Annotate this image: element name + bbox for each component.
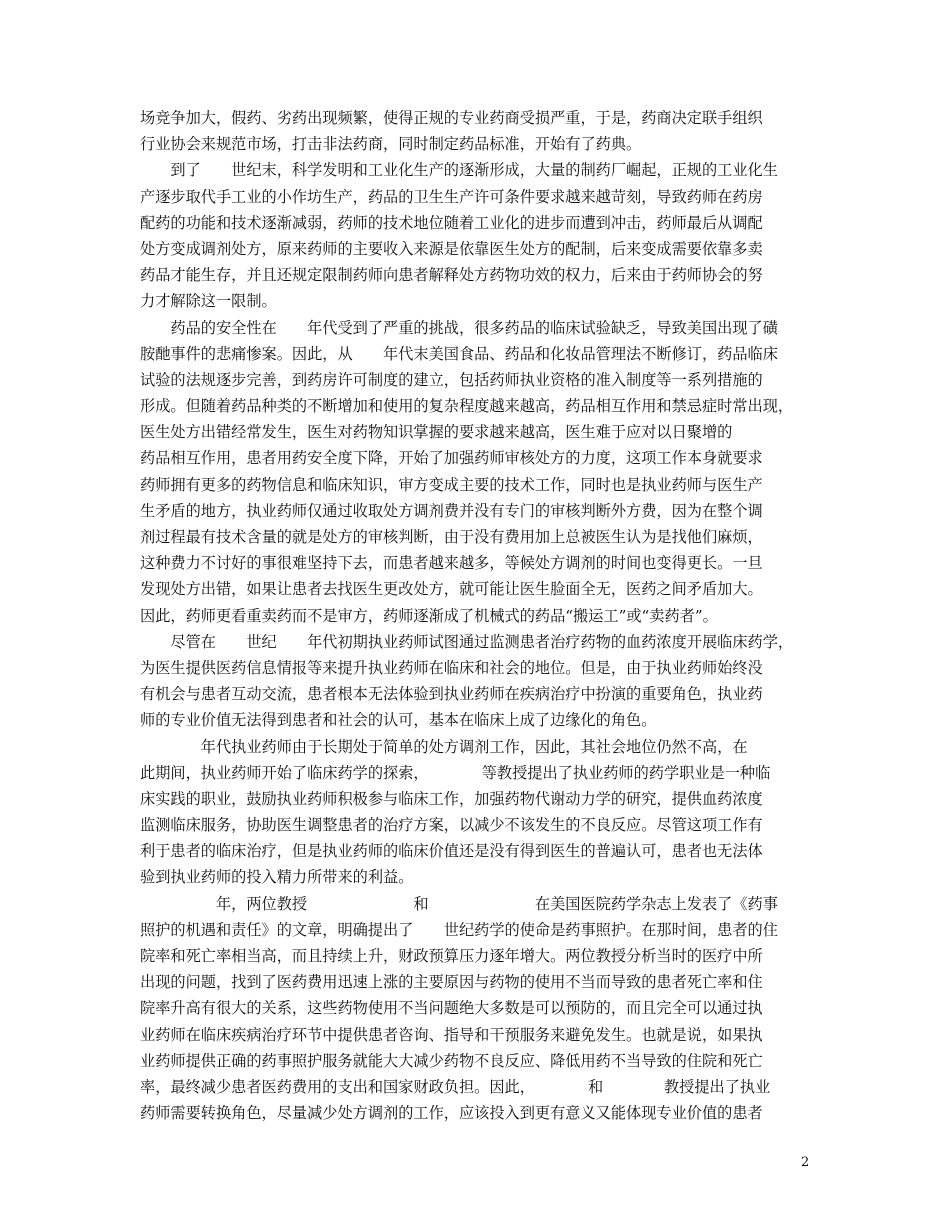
text-line: 师的专业价值无法得到患者和社会的认可，基本在临床上成了边缘化的角色。 — [140, 711, 657, 730]
text-line: 院率升高有很大的关系，这些药物使用不当问题绝大多数是可以预防的，而且完全可以通过执 — [140, 999, 763, 1018]
text-line: 行业协会来规范市场，打击非法药商，同时制定药品标准，开始有了药典。 — [140, 135, 642, 154]
text-line: 业药师在临床疾病治疗环节中提供患者咨询、指导和干预服务来避免发生。也就是说，如果执 — [140, 1025, 763, 1044]
text-line: 为医生提供医药信息情报等来提升执业药师在临床和社会的地位。但是，由于执业药师始终没 — [140, 658, 763, 677]
text-line: 发现处方出错，如果让患者去找医生更改处方，就可能让医生脸面全无，医药之间矛盾加大。 — [140, 580, 763, 599]
text-line: 剂过程最有技术含量的就是处方的审核判断，由于没有费用加上总被医生认为是找他们麻烦， — [140, 528, 763, 546]
text-line: 院率和死亡率相当高，而且持续上升，财政预算压力逐年增大。两位教授分析当时的医疗中所 — [140, 947, 763, 965]
text-line: 医生处方出错经常发生，医生对药物知识掌握的要求越来越高，医生难于应对以日聚增的 — [140, 423, 733, 442]
page-number: 2 — [801, 1155, 810, 1170]
text-line: 药品的安全性在 年代受到了严重的挑战，很多药品的临床试验缺乏，导致美国出现了磺 — [140, 318, 778, 337]
text-line: 药品才能生存，并且还规定限制药师向患者解释处方药物功效的权力，后来由于药师协会的努 — [140, 266, 763, 285]
text-line: 处方变成调剂处方，原来药师的主要收入来源是依靠医生处方的配制，后来变成需要依靠多卖 — [140, 239, 763, 258]
text-line: 率，最终减少患者医药费用的支出和国家财政负担。因此， 和 教授提出了执业 — [140, 1077, 771, 1096]
text-line: 利于患者的临床治疗，但是执业药师的临床价值还是没有得到医生的普遍认可，患者也无法体 — [140, 842, 763, 861]
text-line: 因此，药师更看重卖药而不是审方，药师逐渐成了机械式的药品“搬运工”或“卖药者”。 — [140, 606, 718, 625]
text-line: 此期间，执业药师开始了临床药学的探索， 等教授提出了执业药师的药学职业是一种临 — [140, 763, 771, 782]
text-line: 药品相互作用，患者用药安全度下降，开始了加强药师审核处方的力度，这项工作本身就要求 — [140, 449, 763, 468]
text-line: 场竞争加大，假药、劣药出现频繁，使得正规的专业药商受损严重，于是，药商决定联手组织 — [140, 109, 763, 127]
text-line: 照护的机遇和责任》的文章，明确提出了 世纪药学的使命是药事照护。在那时间，患者的住 — [140, 920, 778, 939]
text-line: 年代执业药师由于长期处于简单的处方调剂工作，因此，其社会地位仍然不高，在 — [140, 737, 748, 756]
text-line: 力才解除这一限制。 — [140, 292, 277, 311]
text-line: 床实践的职业，鼓励执业药师积极参与临床工作，加强药物代谢动力学的研究，提供血药浓度 — [140, 789, 763, 808]
text-line: 产逐步取代手工业的小作坊生产，药品的卫生生产许可条件要求越来越苛刻，导致药师在药房 — [140, 187, 763, 206]
text-line: 生矛盾的地方，执业药师仅通过收取处方调剂费并没有专门的审核判断外方费，因为在整个调 — [140, 501, 763, 520]
text-line: 监测临床服务，协助医生调整患者的治疗方案，以减少不该发生的不良反应。尽管这项工作有 — [140, 816, 763, 835]
text-line: 药师拥有更多的药物信息和临床知识，审方变成主要的技术工作，同时也是执业药师与医生产 — [140, 475, 763, 494]
text-line: 业药师提供正确的药事照护服务就能大大减少药物不良反应、降低用药不当导致的住院和死亡 — [140, 1051, 763, 1070]
text-line: 有机会与患者互动交流，患者根本无法体验到执业药师在疾病治疗中扮演的重要角色，执业药 — [140, 685, 763, 704]
text-line: 出现的问题，找到了医药费用迅速上涨的主要原因与药物的使用不当而导致的患者死亡率和住 — [140, 973, 763, 992]
text-line: 尽管在 世纪 年代初期执业药师试图通过监测患者治疗药物的血药浓度开展临床药学， — [140, 632, 794, 651]
text-line: 药师需要转换角色，尽量减少处方调剂的工作，应该投入到更有意义又能体现专业价值的患者 — [140, 1104, 763, 1123]
text-line: 形成。但随着药品种类的不断增加和使用的复杂程度越来越高，药品相互作用和禁忌症时常出现， — [140, 397, 794, 416]
document-body — [140, 105, 812, 1126]
text-line: 胺酏事件的悲痛惨案。因此，从 年代末美国食品、药品和化妆品管理法不断修订，药品临床 — [140, 344, 778, 363]
text-line: 年，两位教授 和 在美国医院药学杂志上发表了《药事 — [140, 894, 778, 913]
text-line: 到了 世纪末，科学发明和工业化生产的逐渐形成，大量的制药厂崛起，正规的工业化生 — [140, 161, 778, 180]
text-line: 试验的法规逐步完善，到药房许可制度的建立，包括药师执业资格的准入制度等一系列措施的 — [140, 370, 763, 389]
text-line: 这种费力不讨好的事很难坚持下去，而患者越来越多，等候处方调剂的时间也变得更长。一旦 — [140, 554, 763, 573]
text-line: 配药的功能和技术逐渐减弱，药师的技术地位随着工业化的进步而遭到冲击，药师最后从调配 — [140, 213, 763, 232]
text-line: 验到执业药师的投入精力所带来的利益。 — [140, 868, 414, 887]
